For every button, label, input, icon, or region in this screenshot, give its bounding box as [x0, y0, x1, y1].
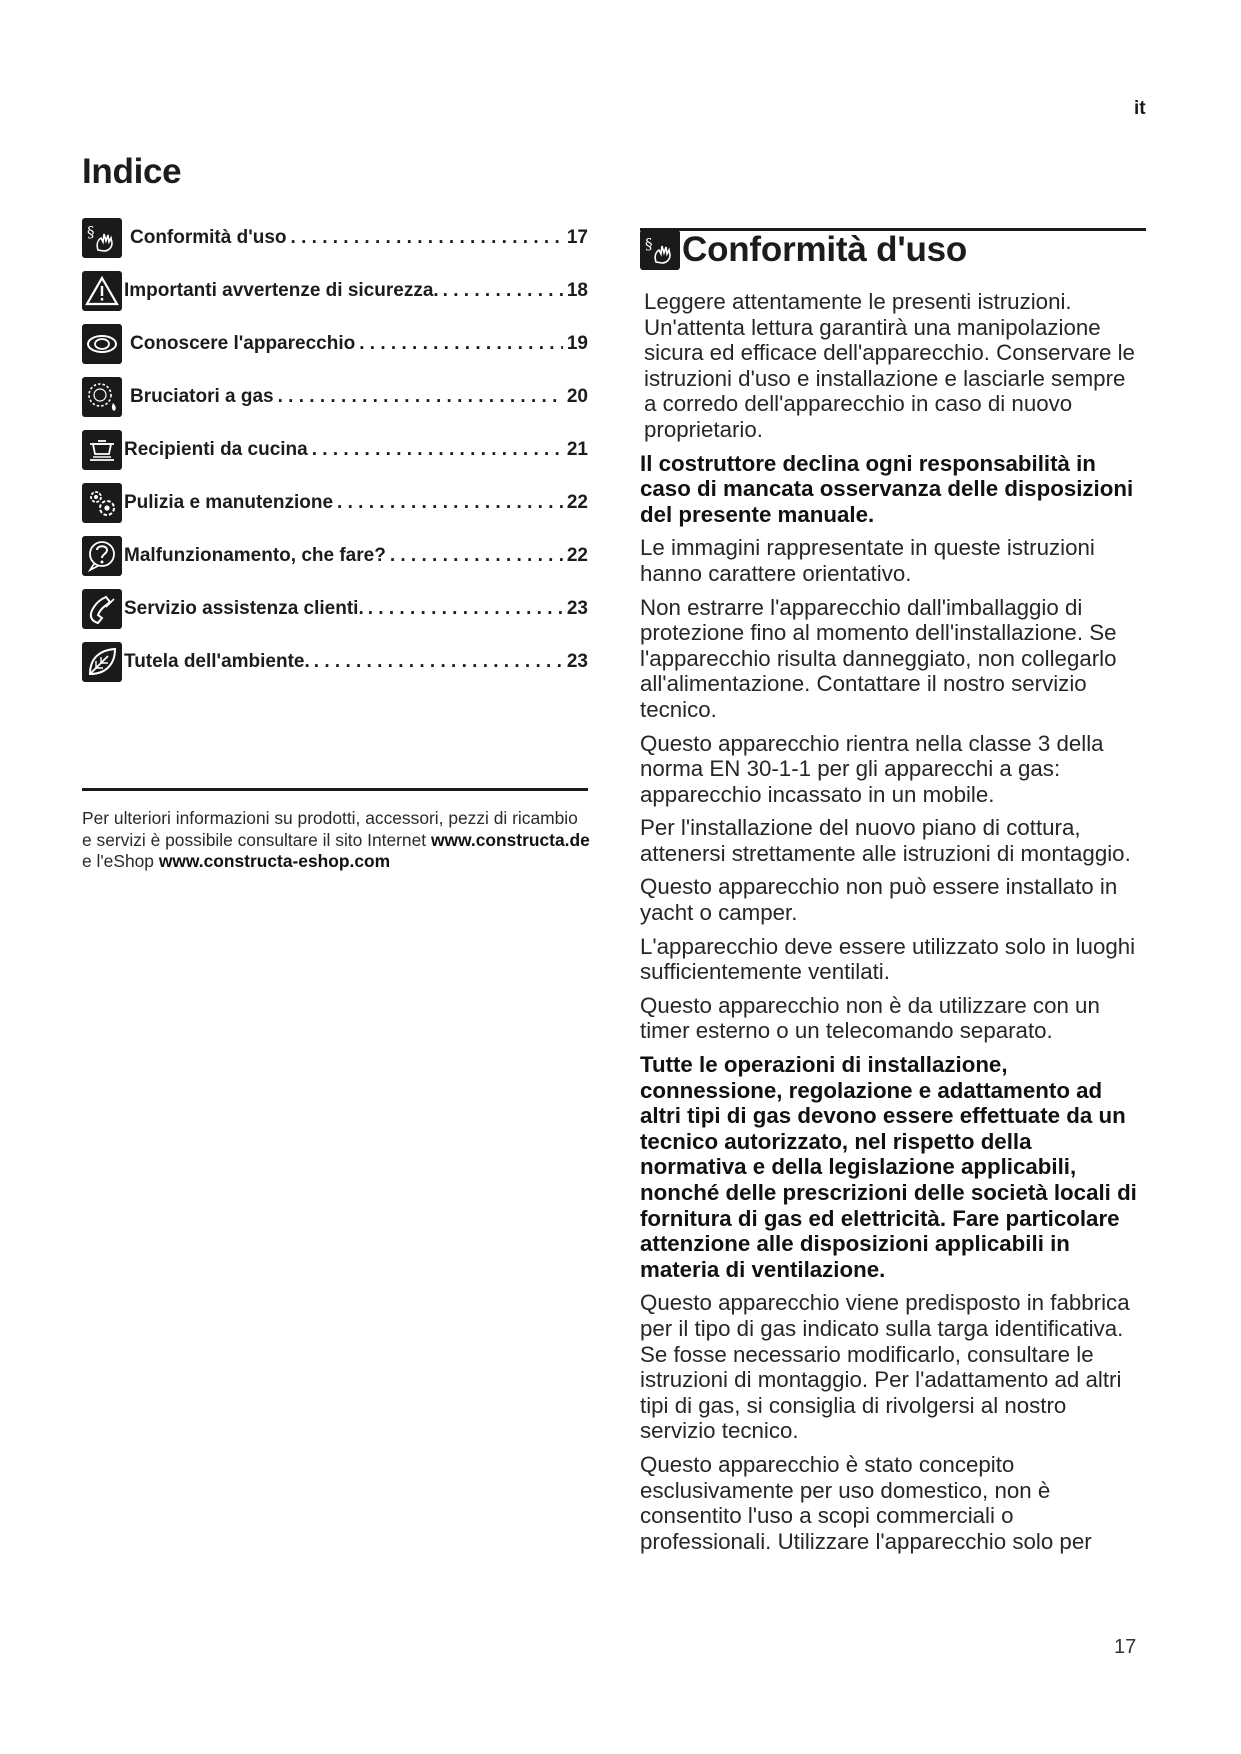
paragraph: Questo apparecchio viene predisposto in fabbrica per il tipo di gas indicato sulla targa identificativa. Se fosse necessario modificarlo, consultare le istruzioni di montaggio. Per l'adattamento ad altri tipi di gas, si consiglia di rivolgersi al nostro servizio tecnico.	[640, 1290, 1130, 1444]
toc-page: 18	[566, 279, 588, 301]
burner-icon	[82, 377, 122, 417]
toc-page: 20	[566, 385, 588, 407]
toc-item-pulizia[interactable]	[82, 483, 588, 522]
toc-dots	[443, 280, 563, 302]
toc-dots	[390, 545, 563, 567]
eye-icon	[82, 324, 122, 364]
toc-label: Bruciatori a gas	[130, 385, 274, 407]
phone-icon	[82, 589, 122, 629]
paragraph: L'apparecchio deve essere utilizzato solo in luoghi sufficientemente ventilati.	[640, 933, 1136, 985]
toc-label: Conoscere l'apparecchio	[130, 332, 356, 354]
warning-icon	[82, 271, 122, 311]
website-link[interactable]: www.constructa.de	[430, 829, 590, 850]
more-info-text	[82, 808, 592, 873]
toc-item-bruciatori[interactable]	[82, 377, 588, 416]
section-body	[640, 289, 1140, 1562]
toc-label: Malfunzionamento, che fare?	[124, 544, 386, 566]
toc-dots	[312, 439, 563, 461]
eshop-link[interactable]: www.constructa-eshop.com	[158, 851, 391, 871]
more-info-text-2: e l'eShop	[82, 851, 159, 871]
paragraph: Le immagini rappresentate in queste istruzioni hanno carattere orientativo.	[640, 535, 1095, 586]
section-header	[640, 230, 967, 270]
toc-dots	[359, 333, 563, 355]
page-number: 17	[1114, 1636, 1137, 1658]
toc-page: 21	[566, 438, 588, 460]
language-code: it	[1134, 98, 1146, 119]
paragraph: Questo apparecchio non può essere installato in yacht o camper.	[640, 874, 1118, 926]
toc-item-assistenza[interactable]	[82, 589, 588, 628]
toc-label: Pulizia e manutenzione	[124, 491, 334, 513]
paragraph-bold: Il costruttore declina ogni responsabilità in caso di mancata osservanza delle disposizioni del presente manuale.	[640, 450, 1134, 527]
paragraph: Questo apparecchio non è da utilizzare con un timer esterno o un telecomando separato.	[640, 992, 1100, 1044]
paragraph: Questo apparecchio rientra nella classe 3 della norma EN 30-1-1 per gli apparecchi a gas: apparecchio incassato in un mobile.	[640, 730, 1104, 807]
leaf-icon	[82, 642, 122, 682]
conformity-icon	[82, 218, 122, 258]
paragraph: Per l'installazione del nuovo piano di cottura, attenersi strettamente alle istruzioni di montaggio.	[640, 815, 1131, 866]
section-title: Conformità d'uso	[682, 230, 968, 269]
svg-text:§: §	[87, 222, 95, 241]
paragraph: Leggere attentamente le presenti istruzioni. Un'attenta lettura garantirà una manipolazione sicura ed efficace dell'apparecchio. Conservare le istruzioni d'uso e installazione e lasciarle sempre a corredo dell'apparecchio in caso di nuovo proprietario.	[644, 289, 1135, 442]
toc-label: Conformità d'uso	[130, 226, 287, 248]
more-info-text-1: Per ulteriori informazioni su prodotti, accessori, pezzi di ricambio e servizi è possibile consultare il sito Internet	[82, 808, 578, 850]
svg-text:§: §	[645, 235, 653, 253]
cookware-icon	[82, 430, 122, 470]
toc-dots	[291, 227, 563, 249]
toc-page: 23	[566, 597, 588, 619]
conformity-icon	[640, 230, 680, 270]
divider	[82, 788, 588, 791]
toc-item-conformita[interactable]	[82, 218, 588, 257]
paragraph-bold: Tutte le operazioni di installazione, connessione, regolazione e adattamento ad altri tipi di gas devono essere effettuate da un tecnico autorizzato, nel rispetto della normativa e della legislazione applicabili, nonché delle prescrizioni delle società locali di fornitura di gas ed elettricità. Fare particolare attenzione alle disposizioni applicabili in materia di ventilazione.	[640, 1052, 1137, 1282]
toc-dots	[337, 492, 563, 514]
toc-dots	[314, 651, 563, 673]
toc-page: 22	[566, 544, 588, 566]
toc-label: Importanti avvertenze di sicurezza.	[124, 279, 439, 301]
toc-page: 23	[566, 650, 588, 672]
cleaning-icon	[82, 483, 122, 523]
toc-item-malfunzionamento[interactable]	[82, 536, 588, 575]
toc-item-recipienti[interactable]	[82, 430, 588, 469]
table-of-contents	[82, 218, 588, 695]
toc-dots	[368, 598, 563, 620]
index-title: Indice	[82, 152, 182, 191]
question-icon	[82, 536, 122, 576]
toc-label: Tutela dell'ambiente.	[124, 650, 310, 672]
paragraph: Non estrarre l'apparecchio dall'imballaggio di protezione fino al momento dell'installazione. Se l'apparecchio risulta danneggiato, non collegarlo all'alimentazione. Contattare il nostro servizio tecnico.	[640, 594, 1117, 722]
toc-page: 19	[566, 332, 588, 354]
toc-page: 17	[566, 226, 588, 248]
paragraph: Questo apparecchio è stato concepito esclusivamente per uso domestico, non è consentito l'uso a scopi commerciali o professionali. Utilizzare l'apparecchio solo per	[640, 1451, 1092, 1554]
toc-page: 22	[566, 491, 588, 513]
toc-label: Recipienti da cucina	[124, 438, 308, 460]
toc-dots	[278, 386, 563, 408]
toc-item-avvertenze[interactable]	[82, 271, 588, 310]
toc-item-ambiente[interactable]	[82, 642, 588, 681]
toc-label: Servizio assistenza clienti.	[124, 597, 364, 619]
toc-item-conoscere[interactable]	[82, 324, 588, 363]
